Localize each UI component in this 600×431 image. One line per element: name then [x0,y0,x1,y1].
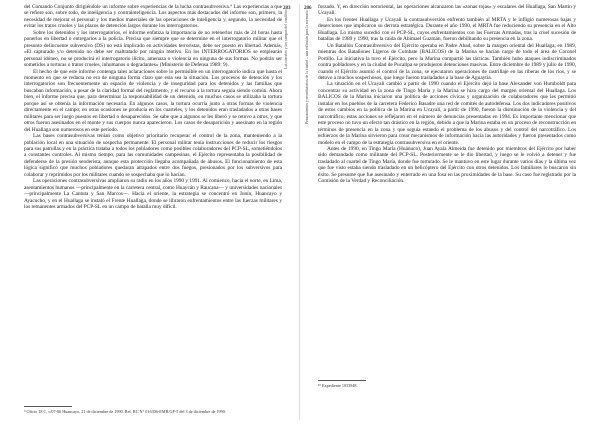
running-head-right: Pensamientos y recordatorios de la ciudad – una reflexión para la memoria [305,10,309,124]
paragraph: Un Batallón Contrasubversivo del Ejército operaba en Padre Abad, sobre la margen oriental del Huallaga, en 1989, mientras dos Batallones Ligeros de Combate (BALICOS) de la Marina se hacían cargo de todo el área de Coronel Portillo. La iniciativa la tuvo el Ejército, pero la Marina compartió las tácticas. También hubo ataques indiscriminados contra pobladores y en la ciudad de Pucallpa se produjeron detenciones masivas. Entre diciembre de 1989 y julio de 1990, cuando el Ejército asumió el control de la zona, se ejecutaron operaciones de rastrillaje en las riberas de los ríos, y se detuvo a muchos sospechosos, que luego fueron trasladados a la base de Aguaytía. [318,42,576,81]
paragraph: Las operaciones contrasubversivas ampliaron su radio en los años 1990 y 1991. Al comienzo, hacia el norte, en Lima, asentamientos humanos —principalmente en la carretera central, como Huaycán y Raucana— y universidades nacionales —principalmente La Cantuta y San Marcos—. Hacia el oriente, la estrategia se concentró en Junín, Huancayo y Ayacucho, y en el Huallaga se instaló el Frente Huallaga, donde se libraron enfrentamientos entre las fuerzas militares y los remanentes armados del PCP-SL en un campo de batalla muy difícil. [24,178,282,211]
paragraph: Las bases contrasubversivas tenían como objetivo prioritario recuperar el control de la zona, manteniendo a la población local en una situación de sospecha permanente. El personal militar tenía instrucciones de reducir los riesgos para sus patrullas y en la práctica trataba a todos los pobladores como posibles colaboradores del PCP-SL, sometiéndolos a constantes controles. Al mismo tiempo, para las comunidades campesinas, el Ejército representaba la posibilidad de defenderse de la presión senderista, aunque esta protección llegaba acompañada de abusos. El funcionamiento de esta lógica significó que muchos pobladores quedaran atrapados entre dos fuegos, presionados por los subversivos para colaborar y reprimidos por los militares cuando se sospechaba que lo hacían. [24,133,282,178]
page-number-right: 286 [304,6,312,11]
left-page-body [24,4,282,211]
paragraph: del Comando Conjunto dirigiéndole un informe sobre experiencias de la lucha contrasubversiva.⁹ Las experiencias a que se refiere son, sobre todo, de inteligencia y contrainteligencia. Los aspectos más destacados del informe son, primero, la necesidad de mejorar el personal y los medios materiales de las operaciones de inteligencia y, segundo, la necesidad de evitar los tratos crueles y las plazos de detención largos durante los interrogatorios. [24,4,282,30]
paragraph: forzado. Y, en dirección nororiental, las operaciones alcanzaron las «zonas rojas» y escalares del Huallaga, San Martín y Ucayali. [318,4,576,17]
footnote: ⁹ Oficio 18 C. c/07-06 Huancayo, 21 de diciembre de 1990. Ref. RC N° 016306-EMB/GP-5 del 3 de diciembre de 1990. [24,409,226,414]
footnote-rule [24,406,72,407]
paragraph: Antes de 1990, en Tingo María (Huánuco), Juan Ayala Almeida fue detenido por miembros del Ejército por haber sido demandado como militante del PCP-SL. Posteriormente se le dio libertad, y luego se le volvió a detener y fue trasladado al cuartel de Tingo María, donde fue torturado. Se le mantuvo en este lugar durante varios días y la última vez que fue visto estaba siendo trasladado en un helicóptero del Ejército con otros detenidos. Los familiares lo buscaron sin éxito. Se presume que fue asesinado y enterrado en una fosa en las proximidades de la base. Su caso fue registrado por la Comisión de la Verdad y Reconciliación. [318,145,576,185]
gutter-divider [299,4,300,420]
paragraph: Sobre los detenidos y los interrogatorios, el informe enfatiza la importancia de no retenerlos más de 24 horas hasta ponerlos en libertad o entregarlos a la policía. Precisa que siempre que se determine en el interrogatorio militar que el presunto delincuente subversivo (DS) no está implicado en actividades terroristas, debe ser puesto en libertad. Además, «El capturado y/o detenido no debe ser maltratado por ningún motivo. En los INTERROGATORIOS se emplearán personal idóneo, no se producirá el interrogatorio ilícito, amenaza o violencia en ninguna de sus formas. No podrán ser sometidos a torturas o tratos crueles, inhumanos o degradantes» (Ministerio de Defensa 1989: 9). [24,29,282,69]
paragraph: En los frentes Huallaga y Ucayali la contrasubversión enfrentó también al MRTA y le infligió numerosas bajas y deserciones que implicaron su derrota estratégica. Durante el año 1990, el MRTA fue reduciendo su presencia en el Alto Huallaga. Lo mismo sucedió con el PCP-SL, cuyos enfrentamientos con las Fuerzas Armadas, tras la cruel sucesión de batallas de 1989 y 1990, tras la caída de Abimael Guzmán, fueron debilitando su presencia en la zona. [318,16,576,43]
paragraph: La situación en el Ucayali cambió a partir de 1990 cuando el Ejército dejó la base Alexander von Humboldt para concentrar su actividad en la zona de Tingo María y la Marina se hizo cargo del margen oriental del Huallaga. Los BALICOS de la Marina iniciaron una política de acciones cívicas y organización de colaboradores que les permitió instalar en los pueblos de la carretera Federico Basadre una red de comités de autodefensa. Los dos indicadores positivos de estos cambios en la política de la Marina en Ucayali, a partir de 1990, fueron la disminución de la violencia y del narcotráfico; estas acciones se reflejaron en el número de denuncias presentadas en 1994. Es importante mencionar que este proceso no tuvo un efecto tan drástico en la región, debido a que la Marina estaba en un proceso de reconstrucción en términos de presencia en la zona y que seguía estando el problema de los abusos y del control del narcotráfico. Los esfuerzos de la Marina sirvieron para crear mecanismos de información hacia las autoridades y fueron presentados como modelo en el campo de la estrategia contrasubversiva en el oriente. [318,81,576,146]
page-number-left: 283 [283,6,291,11]
right-page-body [318,4,576,185]
footnote: ¹⁰ Expediente 1033948. [318,383,358,388]
footnote-rule [318,380,366,381]
running-head-left: Las cárceles y los campos del conflicto [284,10,288,70]
paragraph: El hecho de que este informe contenga tales aclaraciones sobre lo permisible en un interrogatorio indica que hasta el momento en que se redacta no era de ninguna forma claro que esta sea la situación. Los procesos de detención y los interrogatorios son frecuentemente un espacio de violencia y de inseguridad para los detenidos y las familias que buscaban información, a pesar de la claridad formal del reglamento, y el recurso a la tortura seguía siendo común. Ahora bien, el informe precisa que, para determinar la responsabilidad de un detenido, en muchos casos se utilizaba la tortura porque así se obtenía la información necesaria. En algunos casos, la tortura ocurría junto a otras formas de violencia directamente en el campo; en otras ocasiones se producía en los cuarteles, y los detenidos eran trasladados a otras bases militares para ser luego puestos en libertad o desaparecidos. Se sabe que a algunos se les liberó y se retuvo a otros, y que otros fueron asesinados en el monte y sus cuerpos nunca aparecieron. Los casos de desaparición y asesinato en la región del Huallaga son numerosos en este período. [24,68,282,133]
